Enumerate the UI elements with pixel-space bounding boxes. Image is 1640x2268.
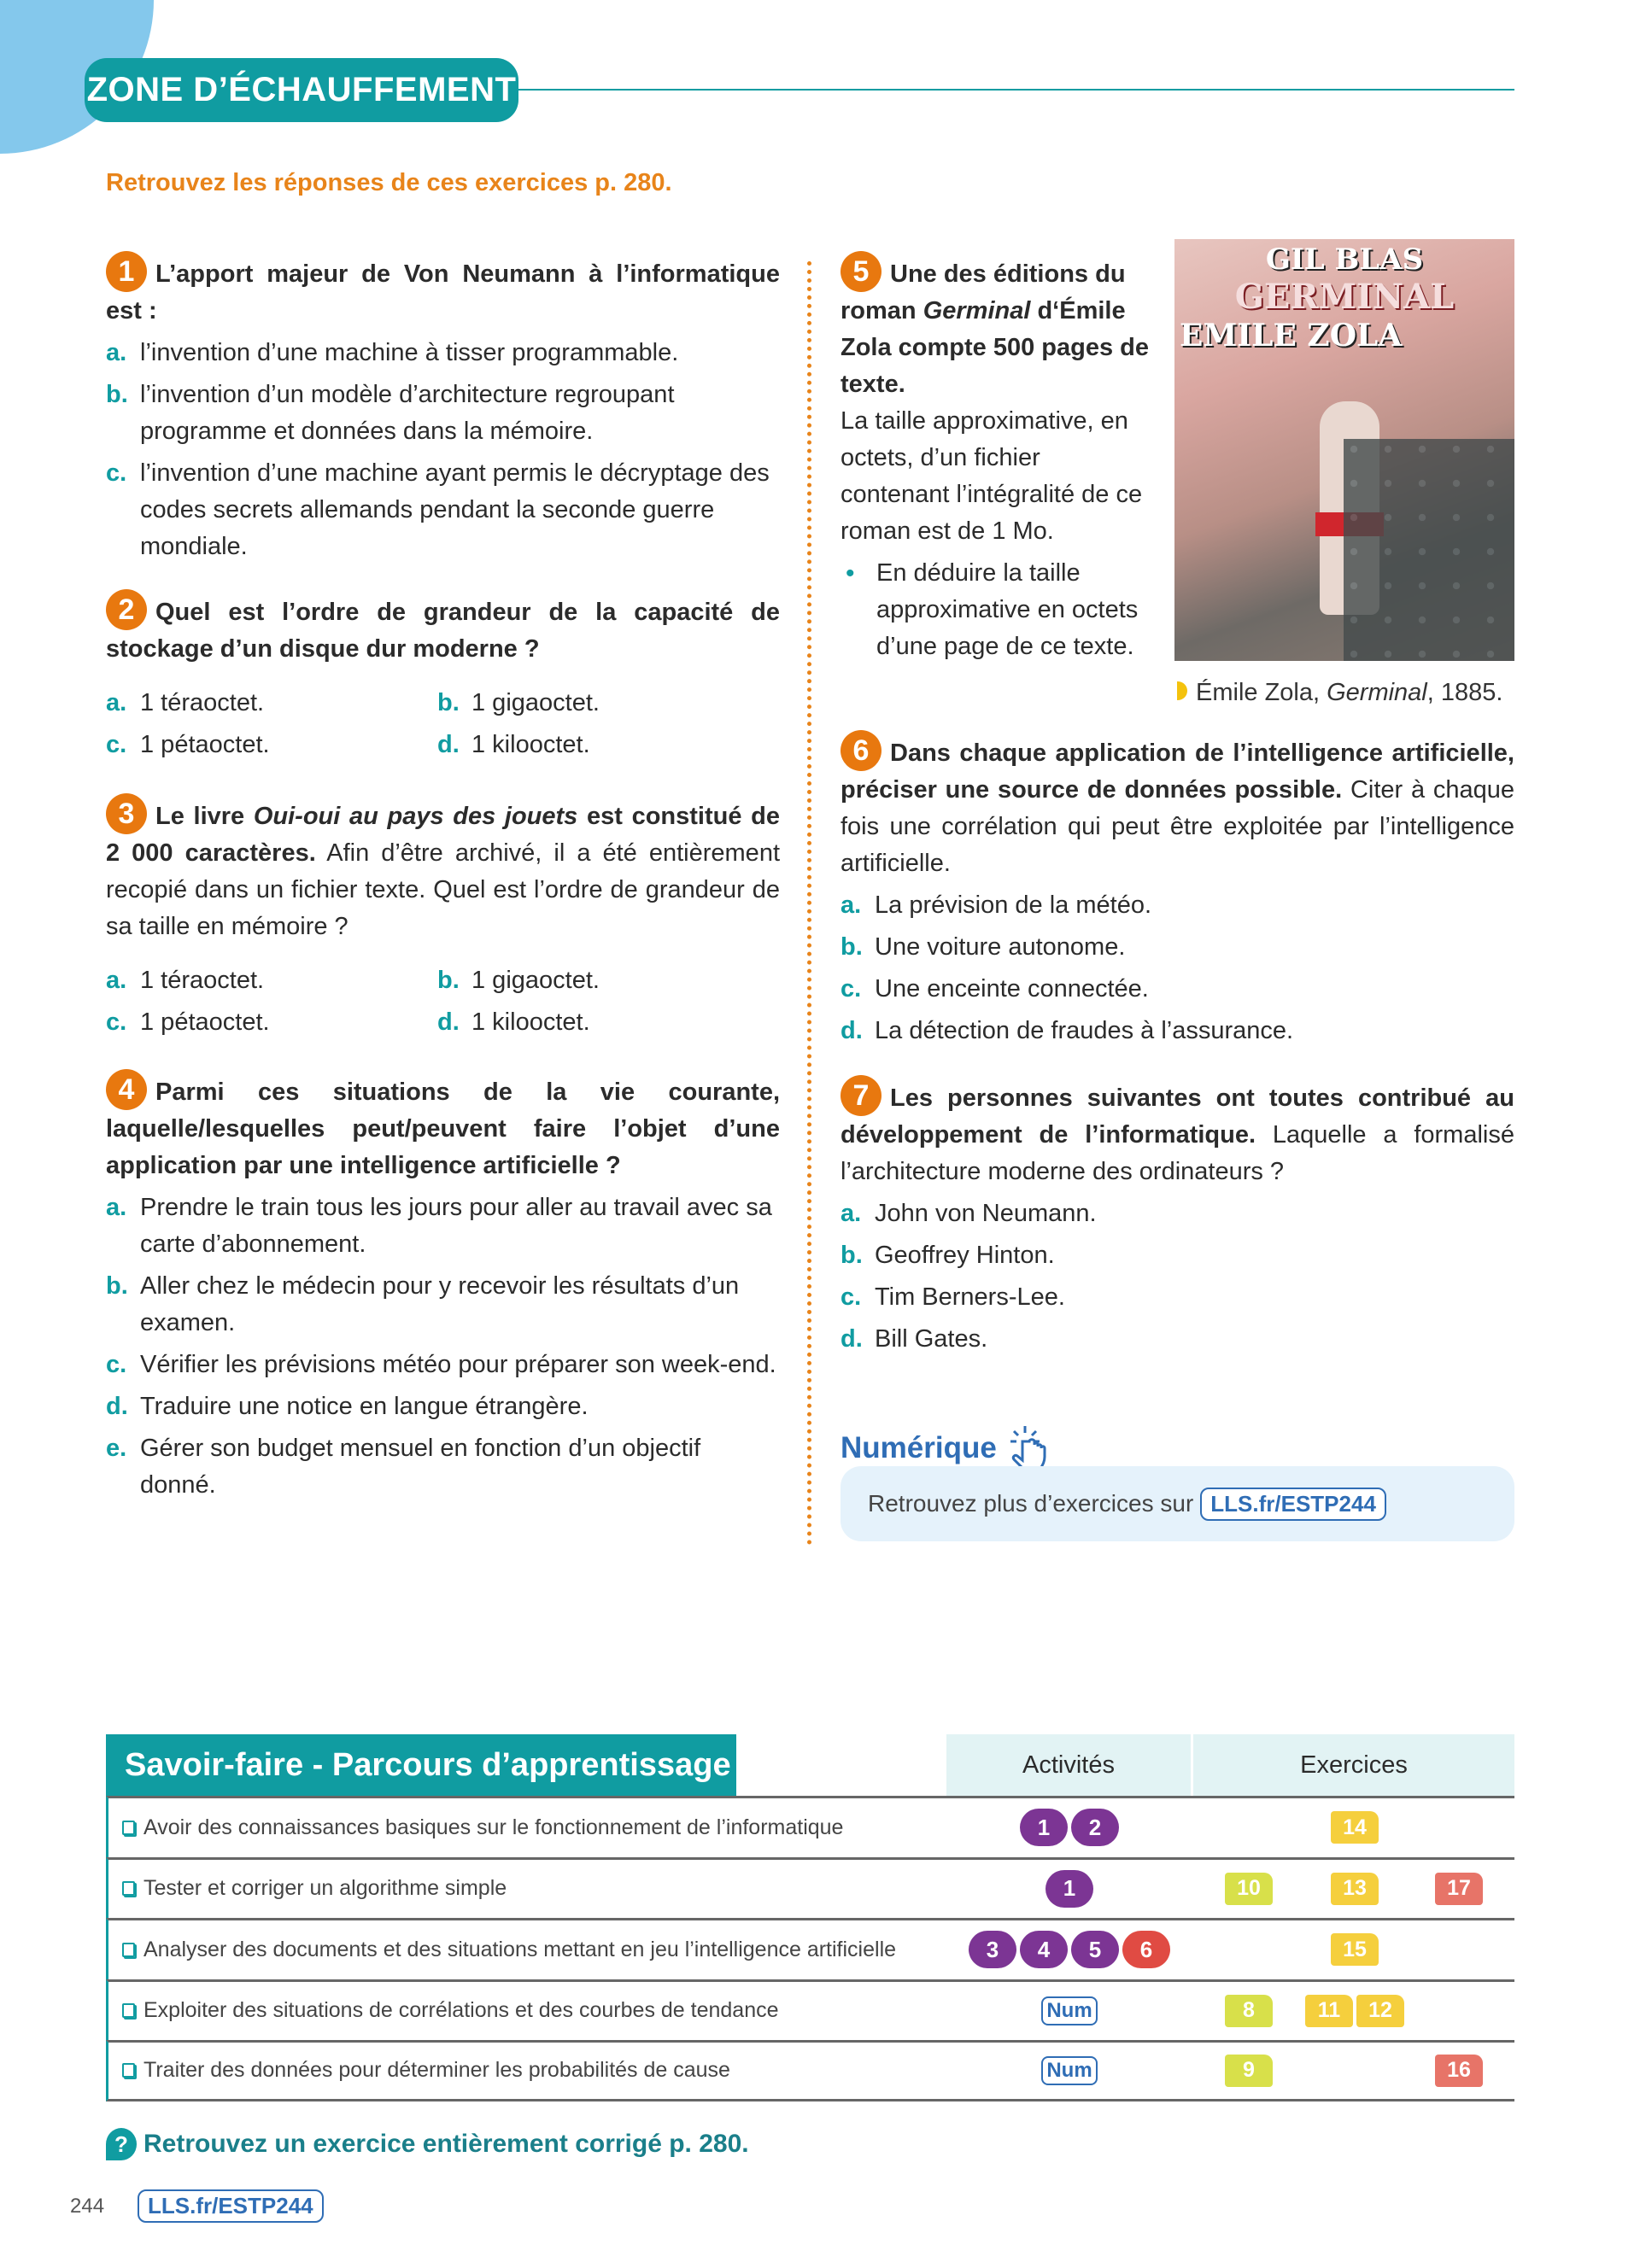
exercises-cell: [1196, 1982, 1512, 2041]
option-text: Une voiture autonome.: [875, 933, 1126, 961]
option-item: [840, 1237, 1514, 1274]
exercise-7: [840, 1080, 1514, 1358]
exercise-5: [840, 256, 1152, 665]
options: [840, 1195, 1514, 1358]
checkbox-icon: [122, 1881, 135, 1896]
exercise-slot: [1302, 2043, 1408, 2099]
footer-lls-link[interactable]: LLS.fr/ESTP244: [138, 2189, 324, 2223]
exercise-badge[interactable]: 9: [1225, 2055, 1273, 2087]
skill-label: [122, 1860, 507, 1919]
exercise-number: 6: [840, 730, 882, 771]
option-item: [106, 1388, 780, 1425]
option-item: [840, 929, 1514, 966]
exercises-cell: [1196, 1798, 1512, 1857]
skill-label: [122, 1920, 896, 1979]
corrected-text: Retrouvez un exercice entièrement corrigé p. 280.: [144, 2130, 749, 2158]
option-text: La prévision de la météo.: [875, 891, 1152, 919]
exercise-slot: [1302, 1920, 1408, 1979]
option-item: [106, 685, 437, 722]
option-letter: a.: [106, 967, 127, 994]
option-text: 1 kilooctet.: [472, 731, 590, 758]
num-link-badge[interactable]: Num: [1041, 2056, 1097, 2085]
table-row: [106, 1857, 1514, 1919]
exercise-2: [106, 594, 780, 763]
question: Dans chaque application de l’intelligence artificielle, préciser une source de données possible.: [840, 739, 1514, 804]
exercise-badge[interactable]: 12: [1356, 1995, 1404, 2027]
option-item: [106, 1004, 437, 1041]
table-body: [106, 1796, 1514, 2101]
question-bold: est constitué de 2 000 caractères.: [106, 803, 781, 867]
option-text: 1 gigaoctet.: [472, 689, 600, 716]
option-item: [106, 727, 437, 763]
option-letter: d.: [437, 731, 460, 758]
exercise-slot: [1196, 1982, 1302, 2041]
options: [106, 335, 780, 565]
exercise-number: 1: [106, 251, 147, 292]
exercise-slot: [1406, 1860, 1512, 1919]
option-item: [106, 1190, 780, 1263]
numerique-title: Numérique: [840, 1431, 997, 1464]
option-item: [840, 1321, 1514, 1358]
task-text: En déduire la taille approximative en octets d’une page de ce texte.: [876, 559, 1139, 660]
option-text: Traduire une notice en langue étrangère.: [140, 1393, 589, 1420]
option-item: [840, 1013, 1514, 1049]
option-item: [437, 962, 780, 999]
option-item: [106, 455, 780, 565]
option-text: 1 téraoctet.: [140, 967, 265, 994]
option-item: [437, 727, 780, 763]
options: [840, 887, 1514, 1049]
option-letter: b.: [106, 381, 128, 408]
exercise-slot: [1302, 1798, 1408, 1857]
column-header-exercises: Exercices: [1193, 1734, 1514, 1796]
activity-badge[interactable]: 2: [1071, 1809, 1119, 1846]
question: Quel est l’ordre de grandeur de la capacité de stockage d’un disque dur moderne ?: [106, 599, 780, 663]
option-item: [437, 1004, 780, 1041]
table-row: [106, 1979, 1514, 2041]
option-item: [840, 1195, 1514, 1232]
question: Parmi ces situations de la vie courante, laquelle/lesquelles peut/peuvent faire l’objet d’une application par une intelligence artificielle ?: [106, 1078, 780, 1179]
exercise-badge[interactable]: 8: [1225, 1995, 1273, 2027]
option-letter: a.: [106, 1194, 127, 1221]
skills-table: [106, 1734, 1514, 2101]
section-title: ZONE D’ÉCHAUFFEMENT: [85, 58, 518, 122]
exercise-number: 7: [840, 1075, 882, 1116]
option-item: [437, 685, 780, 722]
option-letter: d.: [840, 1325, 863, 1353]
exercise-slot: [1302, 1860, 1408, 1919]
exercise-slot: [1406, 2043, 1512, 2099]
poster-text: EMILE ZOLA: [1180, 318, 1403, 354]
poster-text: GIL BLAS: [1265, 243, 1424, 277]
novel-title: Germinal: [922, 297, 1031, 324]
activities-cell: [928, 1920, 1210, 1979]
option-letter: a.: [106, 339, 127, 366]
exercise-4: [106, 1074, 780, 1504]
option-item: [106, 1347, 780, 1383]
option-text: l’invention d’un modèle d’architecture regroupant programme et données dans la mémoire.: [140, 381, 675, 445]
option-text: Geoffrey Hinton.: [875, 1242, 1055, 1269]
question: L’apport majeur de Von Neumann à l’informatique est :: [106, 260, 780, 324]
lls-link[interactable]: LLS.fr/ESTP244: [1200, 1488, 1386, 1521]
activity-badge[interactable]: 4: [1020, 1931, 1068, 1968]
activity-badge[interactable]: 5: [1071, 1931, 1119, 1968]
column-header-activities: Activités: [946, 1734, 1191, 1796]
table-row: [106, 1796, 1514, 1857]
question-start: Une des éditions du roman: [840, 260, 1126, 324]
option-item: [106, 335, 780, 371]
exercise-number: 2: [106, 589, 147, 630]
option-text: l’invention d’une machine à tisser programmable.: [140, 339, 679, 366]
answers-note: Retrouvez les réponses de ces exercices p. 280.: [106, 169, 672, 196]
option-letter: b.: [106, 1272, 128, 1300]
numerique-text: Retrouvez plus d’exercices sur: [868, 1490, 1194, 1517]
num-link-badge[interactable]: Num: [1041, 1996, 1097, 2025]
option-letter: c.: [106, 1008, 127, 1036]
exercise-slot: [1406, 1982, 1512, 2041]
checkbox-icon: [122, 1821, 135, 1835]
option-text: Bill Gates.: [875, 1325, 988, 1353]
options: [106, 957, 780, 1041]
option-item: [840, 1279, 1514, 1316]
skill-text: Tester et corriger un algorithme simple: [144, 1876, 507, 1901]
exercise-badge[interactable]: 10: [1225, 1873, 1273, 1905]
option-letter: a.: [106, 689, 127, 716]
exercise-badge[interactable]: 13: [1331, 1873, 1379, 1905]
option-item: [106, 377, 780, 450]
germinal-poster-image: [1174, 239, 1514, 661]
question-rest: Citer à chaque fois une corrélation qui peut être exploitée par l’intelligence artificielle.: [840, 776, 1514, 877]
exercise-1: [106, 256, 780, 565]
exercises-cell: [1196, 1860, 1512, 1919]
option-text: 1 téraoctet.: [140, 689, 265, 716]
option-text: Vérifier les prévisions météo pour préparer son week-end.: [140, 1351, 776, 1378]
question-bubble-icon: ?: [106, 2128, 137, 2160]
checkbox-icon: [122, 2003, 135, 2018]
skill-label: [122, 2043, 730, 2099]
exercises-cell: [1196, 2043, 1512, 2099]
caption-marker-icon: [1177, 681, 1187, 700]
activity-badge[interactable]: 1: [1046, 1870, 1093, 1908]
bullet-icon: •: [846, 559, 855, 587]
option-letter: c.: [106, 731, 127, 758]
checkbox-icon: [122, 2063, 135, 2078]
poster-rocks: [1344, 439, 1514, 661]
exercise-badge[interactable]: 14: [1331, 1811, 1379, 1844]
caption-text: Émile Zola,: [1196, 679, 1327, 706]
exercise-badge[interactable]: 16: [1435, 2055, 1483, 2087]
option-text: l’invention d’une machine ayant permis le décryptage des codes secrets allemands pendant la seconde guerre mondiale.: [140, 459, 770, 560]
question-start: Le livre: [155, 803, 254, 830]
page-number: 244: [70, 2195, 105, 2218]
table-row: [106, 2040, 1514, 2101]
image-caption: [1177, 679, 1502, 707]
corrected-exercise-note: [106, 2128, 749, 2160]
table-row: [106, 1918, 1514, 1979]
option-letter: c.: [106, 459, 127, 487]
option-text: Une enceinte connectée.: [875, 975, 1149, 1002]
option-text: La détection de fraudes à l’assurance.: [875, 1017, 1294, 1044]
option-letter: b.: [437, 967, 460, 994]
option-text: Aller chez le médecin pour y recevoir les résultats d’un examen.: [140, 1272, 740, 1336]
title-rule: [518, 89, 1514, 91]
option-letter: b.: [840, 933, 863, 961]
exercise-slot: [1302, 1982, 1408, 2041]
question-rest: Laquelle a formalisé l’architecture moderne des ordinateurs ?: [840, 1121, 1514, 1185]
activities-cell: [928, 1798, 1210, 1857]
exercise-slot: [1196, 1860, 1302, 1919]
poster-text: GERMINAL: [1234, 277, 1455, 317]
exercise-number: 4: [106, 1069, 147, 1110]
option-letter: a.: [840, 891, 862, 919]
option-item: [106, 962, 437, 999]
exercise-slot: [1196, 1920, 1302, 1979]
caption-year: , 1885.: [1426, 679, 1503, 706]
checkbox-icon: [122, 1943, 135, 1957]
option-letter: e.: [106, 1435, 127, 1462]
caption-title: Germinal: [1327, 679, 1427, 706]
option-letter: d.: [106, 1393, 128, 1420]
options: [106, 680, 780, 763]
option-letter: b.: [437, 689, 460, 716]
exercises-cell: [1196, 1920, 1512, 1979]
exercise-slot: [1196, 1798, 1302, 1857]
skill-label: [122, 1798, 843, 1857]
activity-badge[interactable]: 6: [1122, 1931, 1170, 1968]
column-divider: [807, 261, 811, 1546]
option-item: [106, 1268, 780, 1342]
option-letter: a.: [840, 1200, 862, 1227]
numerique-box: [840, 1466, 1514, 1541]
option-text: Prendre le train tous les jours pour aller au travail avec sa carte d’abonnement.: [140, 1194, 772, 1258]
option-letter: c.: [840, 975, 862, 1002]
exercise-badge[interactable]: 17: [1435, 1873, 1483, 1905]
exercise-slot: [1406, 1920, 1512, 1979]
question-rest: Afin d’être archivé, il a été entièrement recopié dans un fichier texte. Quel est l’ordre de grandeur de sa taille en mémoire ?: [106, 839, 780, 940]
exercise-slot: [1196, 2043, 1302, 2099]
option-item: [840, 887, 1514, 924]
option-text: 1 pétaoctet.: [140, 1008, 270, 1036]
exercise-6: [840, 735, 1514, 1049]
exercise-slot: [1406, 1798, 1512, 1857]
activity-badge[interactable]: 1: [1020, 1809, 1068, 1846]
activities-cell: [928, 1860, 1210, 1919]
skill-text: Analyser des documents et des situations mettant en jeu l’intelligence artificielle: [144, 1937, 897, 1961]
exercise-number: 3: [106, 793, 147, 834]
option-text: Tim Berners-Lee.: [875, 1283, 1065, 1311]
option-letter: c.: [106, 1351, 127, 1378]
option-letter: b.: [840, 1242, 863, 1269]
table-title: Savoir-faire - Parcours d’apprentissage: [106, 1734, 736, 1796]
option-text: John von Neumann.: [875, 1200, 1097, 1227]
exercise-number: 5: [840, 251, 882, 292]
activities-cell: [928, 2043, 1210, 2099]
option-text: 1 kilooctet.: [472, 1008, 590, 1036]
option-item: [106, 1430, 780, 1504]
skill-text: Traiter des données pour déterminer les probabilités de cause: [144, 2058, 730, 2083]
skill-text: Exploiter des situations de corrélations et des courbes de tendance: [144, 1998, 779, 2023]
option-letter: c.: [840, 1283, 862, 1311]
exercise-3: [106, 798, 780, 1041]
option-text: 1 gigaoctet.: [472, 967, 600, 994]
book-title: Oui-oui au pays des jouets: [253, 803, 578, 830]
option-text: Gérer son budget mensuel en fonction d’un objectif donné.: [140, 1435, 701, 1499]
exercise-badge[interactable]: 11: [1305, 1995, 1353, 2027]
skill-text: Avoir des connaissances basiques sur le fonctionnement de l’informatique: [144, 1815, 844, 1839]
question: Les personnes suivantes ont toutes contribué au développement de l’informatique.: [840, 1084, 1514, 1149]
activity-badge[interactable]: 3: [969, 1931, 1016, 1968]
body-text: La taille approximative, en octets, d’un fichier contenant l’intégralité de ce roman est de 1 Mo.: [840, 407, 1143, 545]
option-letter: d.: [437, 1008, 460, 1036]
exercise-badge[interactable]: 15: [1331, 1933, 1379, 1966]
option-letter: d.: [840, 1017, 863, 1044]
options: [106, 1190, 780, 1504]
option-item: [840, 971, 1514, 1008]
option-text: 1 pétaoctet.: [140, 731, 270, 758]
skill-label: [122, 1982, 779, 2041]
question-end: d‘Émile Zola compte 500 pages de texte.: [840, 297, 1150, 398]
activities-cell: [928, 1982, 1210, 2041]
